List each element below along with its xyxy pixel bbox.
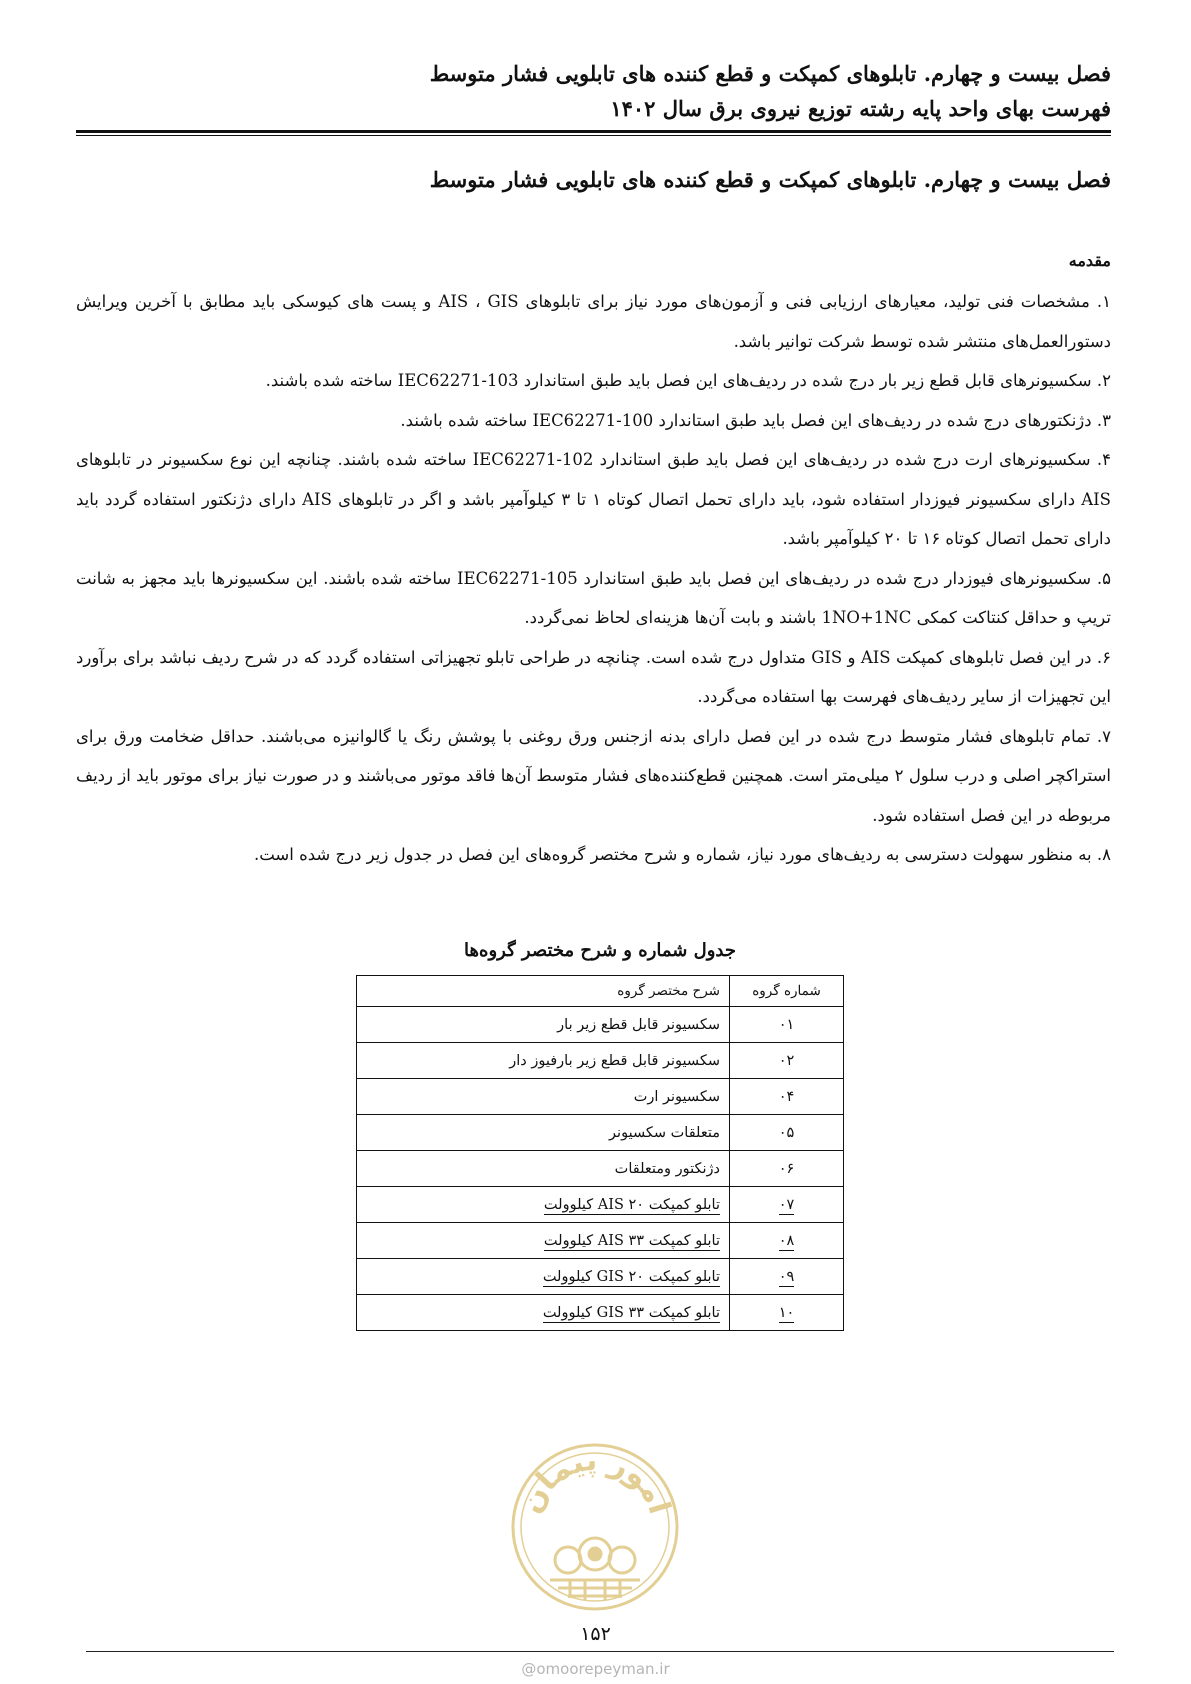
table-row xyxy=(357,1115,844,1151)
table-row xyxy=(357,1223,844,1259)
group-description-cell xyxy=(357,1259,730,1295)
group-code-cell xyxy=(730,1223,844,1259)
header-rule xyxy=(76,130,1111,133)
group-description-link[interactable]: تابلو کمپکت AIS ۳۳ کیلوولت xyxy=(543,1232,720,1249)
group-description-cell xyxy=(357,1079,730,1115)
section-heading: مقدمه xyxy=(1068,251,1111,270)
group-code-cell xyxy=(730,1259,844,1295)
group-code-cell xyxy=(730,1079,844,1115)
group-code-cell xyxy=(730,1187,844,1223)
group-description-cell xyxy=(357,1151,730,1187)
header-group-code: شماره گروه xyxy=(730,976,844,1007)
group-description-cell xyxy=(357,1043,730,1079)
table-row xyxy=(357,1187,844,1223)
group-description: سکسیونر قابل قطع زیر بارفیوز دار xyxy=(509,1052,720,1069)
group-code: ۰۱ xyxy=(778,1016,795,1033)
table-header-row xyxy=(357,976,844,1007)
footer-rule xyxy=(86,1651,1114,1652)
group-code-cell xyxy=(730,1115,844,1151)
group-code-link[interactable]: ۱۰ xyxy=(778,1304,795,1321)
group-code-link[interactable]: ۰۸ xyxy=(778,1232,795,1249)
group-code-link[interactable]: ۰۹ xyxy=(778,1268,795,1285)
paragraph-4: ۴. سکسیونرهای ارت درج شده در ردیف‌های این فصل باید طبق استاندارد IEC62271-102 ساخته شده باشند. چنانچه این نوع سکسیونر در تابلوهای AIS دارای سکسیونر فیوزدار استفاده شود، باید دارای تحمل اتصال کوتاه ۱ تا ۳ کیلوآمپر باشد و اگر در تابلوهای AIS دارای دژنکتور استفاده گردد باید دارای تحمل اتصال کوتاه ۱۶ تا ۲۰ کیلوآمپر باشد. xyxy=(76,450,1111,548)
paragraph-6: ۶. در این فصل تابلوهای کمپکت AIS و GIS متداول درج شده است. چنانچه در طراحی تابلو تجهیزاتی استفاده گردد که در شرح ردیف نباشد برای برآورد این تجهیزات از سایر ردیف‌های فهرست بها استفاده می‌گردد. xyxy=(76,647,1111,706)
running-header xyxy=(76,56,1111,126)
group-description-cell xyxy=(357,1115,730,1151)
paragraph-3: ۳. دژنکتورهای درج شده در ردیف‌های این فصل باید طبق استاندارد IEC62271-100 ساخته شده باشند. xyxy=(400,410,1111,430)
group-description-cell xyxy=(357,1187,730,1223)
header-rule-thin xyxy=(76,135,1111,136)
seal-lettering: امور پیمان xyxy=(513,1442,677,1519)
group-code: ۰۵ xyxy=(778,1124,795,1141)
header-price-list-line: فهرست بهای واحد پایه رشته توزیع نیروی برق سال ۱۴۰۲ xyxy=(610,96,1111,121)
paragraph-2: ۲. سکسیونرهای قابل قطع زیر بار درج شده در ردیف‌های این فصل باید طبق استاندارد IEC62271-103 ساخته شده باشند. xyxy=(265,371,1111,390)
group-description-link[interactable]: تابلو کمپکت GIS ۳۳ کیلوولت xyxy=(542,1304,720,1321)
header-group-description: شرح مختصر گروه xyxy=(357,976,730,1007)
header-chapter-line: فصل بیست و چهارم. تابلوهای کمپکت و قطع کننده های تابلویی فشار متوسط xyxy=(429,61,1111,86)
table-row xyxy=(357,1007,844,1043)
paragraph-5: ۵. سکسیونرهای فیوزدار درج شده در ردیف‌های این فصل باید طبق استاندارد IEC62271-105 ساخته شده باشند. این سکسیونرها باید مجهز به شانت تریپ و حداقل کنتاکت کمکی 1NO+1NC باشند و بابت آن‌ها هزینه‌ای لحاظ نمی‌گردد. xyxy=(76,568,1111,627)
table-row xyxy=(357,1151,844,1187)
table-row xyxy=(357,1079,844,1115)
group-description-link[interactable]: تابلو کمپکت AIS ۲۰ کیلوولت xyxy=(543,1196,720,1213)
group-description: سکسیونر قابل قطع زیر بار xyxy=(557,1016,720,1033)
group-code-cell xyxy=(730,1151,844,1187)
table-caption: جدول شماره و شرح مختصر گروه‌ها xyxy=(464,940,736,961)
group-description: دژنکتور ومتعلقات xyxy=(614,1160,720,1177)
group-code-cell xyxy=(730,1007,844,1043)
group-description: متعلقات سکسیونر xyxy=(609,1124,720,1141)
group-code: ۰۶ xyxy=(778,1160,795,1177)
group-code-link[interactable]: ۰۷ xyxy=(778,1196,795,1213)
paragraph-7: ۷. تمام تابلوهای فشار متوسط درج شده در این فصل دارای بدنه ازجنس ورق روغنی با پوشش رنگ یا گالوانیزه می‌باشند. حداقل ضخامت ورق برای استراکچر اصلی و درب سلول ۲ میلی‌متر است. همچنین قطع‌کننده‌های فشار متوسط آن‌ها فاقد موتور می‌باشند و در صورت نیاز برای موتور باید از ردیف مربوطه در این فصل استفاده شود. xyxy=(76,726,1111,825)
seal-logo-icon xyxy=(510,1442,680,1612)
group-description-link[interactable]: تابلو کمپکت GIS ۲۰ کیلوولت xyxy=(542,1268,720,1285)
group-description: سکسیونر ارت xyxy=(633,1088,720,1105)
group-description-cell xyxy=(357,1223,730,1259)
group-table xyxy=(356,975,844,1331)
paragraph-1: ۱. مشخصات فنی تولید، معیارهای ارزیابی فنی و آزمون‌های مورد نیاز برای تابلوهای AIS ، GIS و پست های کیوسکی باید مطابق با آخرین ویرایش دستورالعمل‌های منتشر شده توسط شرکت توانیر باشد. xyxy=(76,292,1111,351)
group-code: ۰۴ xyxy=(778,1088,795,1105)
group-description-cell xyxy=(357,1007,730,1043)
group-code: ۰۲ xyxy=(778,1052,795,1069)
paragraph-8: ۸. به منظور سهولت دسترسی به ردیف‌های مورد نیاز، شماره و شرح مختصر گروه‌های این فصل در جدول زیر درج شده است. xyxy=(253,845,1111,864)
seal-gears xyxy=(550,1538,640,1600)
table-row xyxy=(357,1043,844,1079)
table-row xyxy=(357,1259,844,1295)
group-code-cell xyxy=(730,1043,844,1079)
group-description-cell xyxy=(357,1295,730,1331)
table-row xyxy=(357,1295,844,1331)
page-number: ۱۵۲ xyxy=(580,1623,611,1645)
site-watermark: @omoorepeyman.ir xyxy=(521,1660,670,1678)
introduction-body xyxy=(76,282,1111,875)
chapter-title: فصل بیست و چهارم. تابلوهای کمپکت و قطع کننده های تابلویی فشار متوسط xyxy=(429,167,1111,192)
group-code-cell xyxy=(730,1295,844,1331)
